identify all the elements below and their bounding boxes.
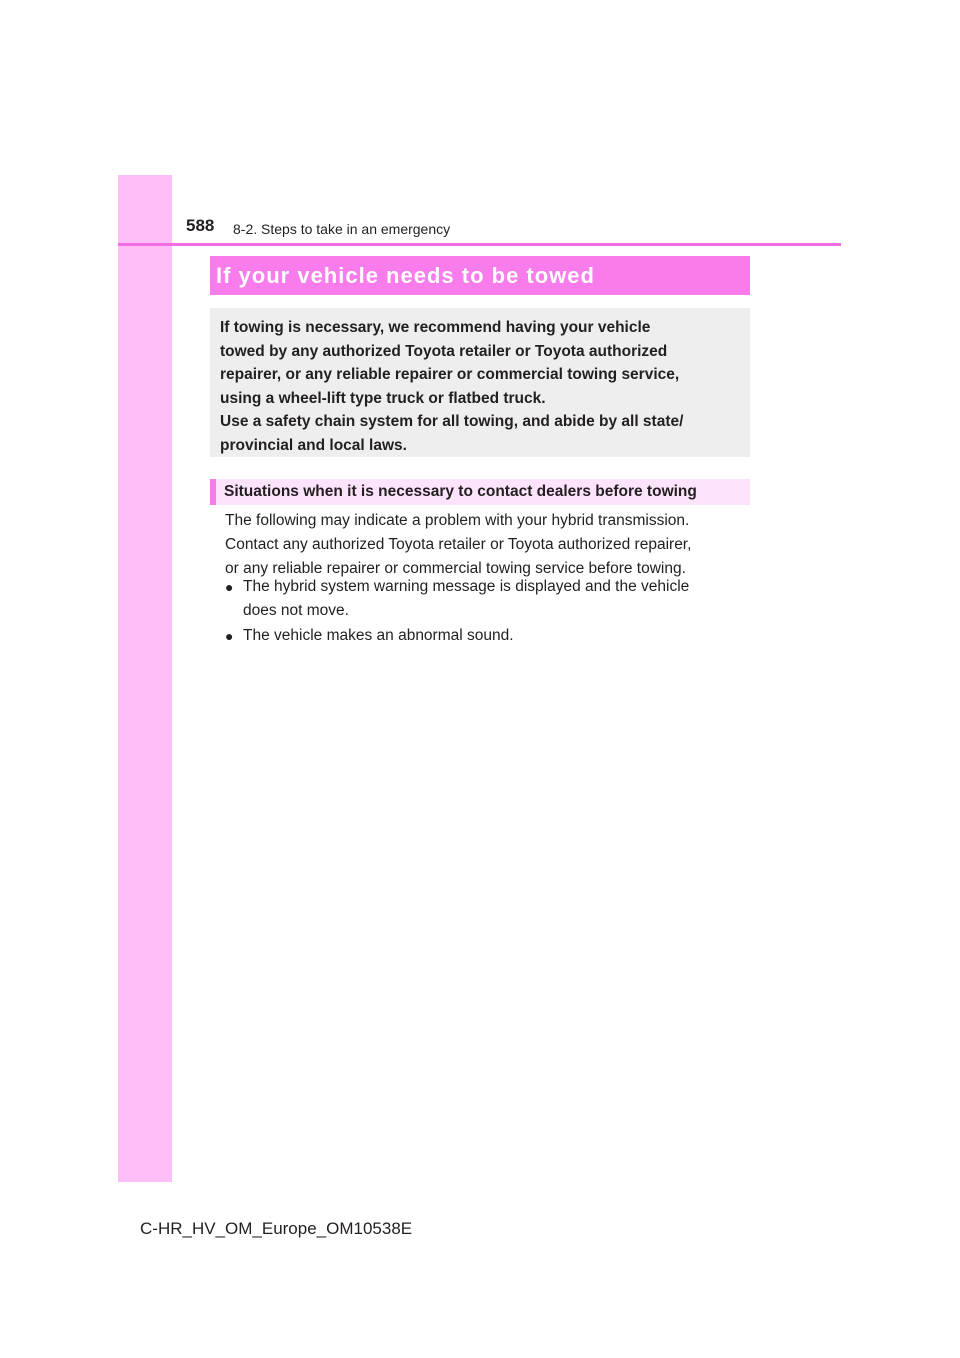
bullet-icon: ● [225,628,234,644]
section-label: 8-2. Steps to take in an emergency [233,221,451,237]
header-rule [118,243,841,246]
page-number: 588 [186,216,215,235]
intro-box [210,308,750,457]
body-paragraph: The following may indicate a problem with your hybrid transmission. Contact any authorized Toyota retailer or Toyota authorized repairer, or any reliable repairer or commercial towing service before towing. [225,512,692,577]
bullet-list [225,575,745,649]
list-item-text: The vehicle makes an abnormal sound. [243,627,514,644]
subheading [210,479,750,505]
title-bar [210,256,750,295]
bullet-icon: ● [225,579,234,595]
intro-text: If towing is necessary, we recommend having your vehicle towed by any authorized Toyota retailer or Toyota authorized repairer, or any reliable repairer or commercial towing service, using a wheel-lift type truck or flatbed truck. Use a safety chain system for all towing, and abide by all state/ provincial and local laws. [220,319,684,454]
page-title: If your vehicle needs to be towed [216,263,595,288]
list-item [225,624,745,648]
chapter-side-tab [118,175,172,1182]
list-item [225,575,745,623]
list-item-text: The hybrid system warning message is displayed and the vehicle does not move. [243,578,690,619]
document-footer: C-HR_HV_OM_Europe_OM10538E [140,1219,413,1238]
subheading-text: Situations when it is necessary to contact dealers before towing [224,483,697,500]
